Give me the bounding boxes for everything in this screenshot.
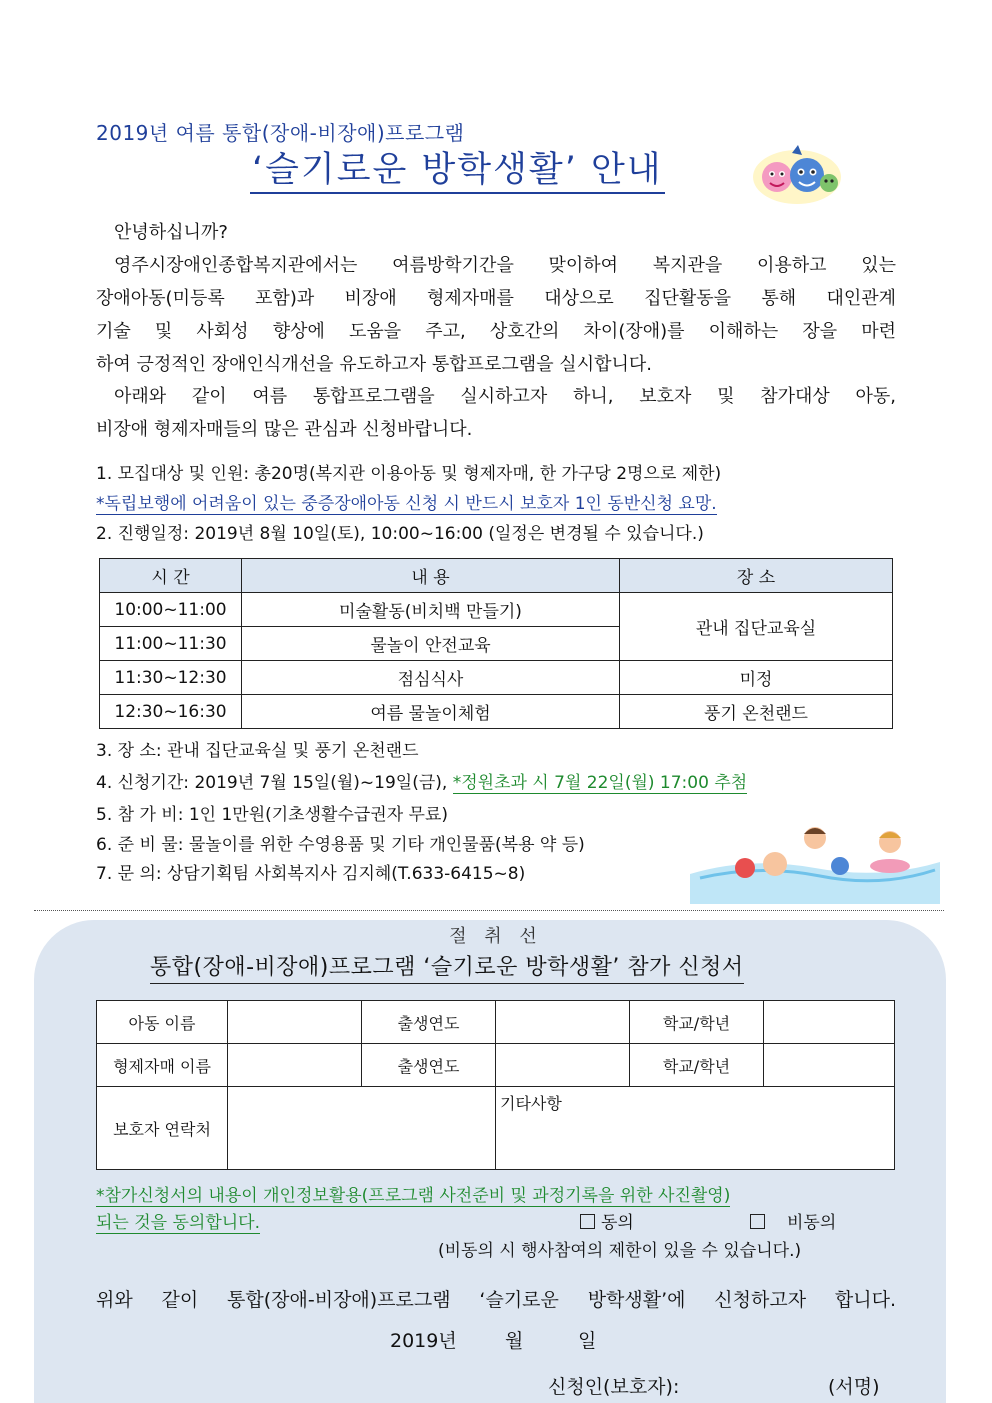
content-cell: 물놀이 안전교육 [242, 627, 620, 661]
col-time: 시 간 [100, 559, 242, 593]
signature-label: (서명) [828, 1376, 880, 1398]
table-row [100, 695, 893, 729]
birth-year-label: 출생연도 [362, 1044, 496, 1087]
guardian-contact-label: 보호자 연락처 [97, 1087, 228, 1170]
col-place: 장 소 [620, 559, 893, 593]
schedule-info: 2. 진행일정: 2019년 8월 10일(토), 10:00~16:00 (일정은 변경될 수 있습니다.) [96, 524, 704, 544]
recruit-info: 1. 모집대상 및 인원: 총20명(복지관 이용아동 및 형제자매, 한 가구당 2명으로 제한) [96, 464, 722, 484]
page-title: ‘슬기로운 방학생활’ 안내 [250, 148, 665, 194]
date-day: 일 [578, 1330, 597, 1352]
agree-label: 동의 [601, 1213, 634, 1233]
child-name-label: 아동 이름 [97, 1001, 228, 1044]
birth-year-label: 출생연도 [362, 1001, 496, 1044]
col-content: 내 용 [242, 559, 620, 593]
table-row [97, 1044, 895, 1087]
agree-checkbox[interactable] [580, 1209, 634, 1237]
intro-line-3: 기술 및 사회성 향상에 도움을 주고, 상호간의 차이(장애)를 이해하는 장을 마련 [96, 321, 896, 342]
time-cell: 10:00~11:00 [100, 593, 242, 627]
checkbox-icon [580, 1214, 595, 1229]
guardian-contact-field[interactable] [228, 1087, 496, 1170]
intro-line-4: 하여 긍정적인 장애인식개선을 유도하고자 통합프로그램을 실시합니다. [96, 354, 652, 375]
recruit-note-text: *독립보행에 어려움이 있는 중증장애아동 신청 시 반드시 보호자 1인 동반신청 요망. [96, 494, 717, 514]
recruit-note [96, 490, 717, 518]
content-cell: 미술활동(비치백 만들기) [242, 593, 620, 627]
subtitle: 2019년 여름 통합(장애-비장애)프로그램 [96, 121, 465, 145]
disagree-checkbox[interactable] [750, 1209, 836, 1237]
table-row [97, 1001, 895, 1044]
schedule-table [99, 558, 893, 729]
cut-label: 절 취 선 [449, 926, 543, 947]
fee-info: 5. 참 가 비: 1인 1만원(기초생활수급권자 무료) [96, 805, 449, 825]
schedule-header-row [100, 559, 893, 593]
place-cell: 관내 집단교육실 [620, 593, 893, 661]
consent-line-2 [96, 1209, 260, 1237]
intro-line-1: 영주시장애인종합복지관에서는 여름방학기간을 맞이하여 복지관을 이용하고 있는 [114, 255, 896, 276]
child-name-field[interactable] [228, 1001, 362, 1044]
sibling-school-grade-field[interactable] [764, 1044, 895, 1087]
greeting: 안녕하십니까? [114, 222, 228, 243]
notes-field[interactable] [496, 1087, 895, 1170]
table-row [97, 1087, 895, 1170]
period-text: 4. 신청기간: 2019년 7월 15일(월)~19일(금), [96, 773, 453, 793]
intro-line-6: 비장애 형제자매들의 많은 관심과 신청바랍니다. [96, 419, 473, 440]
table-row [100, 593, 893, 627]
school-grade-label: 학교/학년 [630, 1044, 764, 1087]
notes-label: 기타사항 [500, 1094, 562, 1113]
place-cell: 미정 [620, 661, 893, 695]
consent-text-2: 되는 것을 동의합니다. [96, 1213, 261, 1233]
contact-info: 7. 문 의: 상담기획팀 사회복지사 김지혜(T.633-6415~8) [96, 864, 526, 884]
supplies-info: 6. 준 비 물: 물놀이를 위한 수영용품 및 기타 개인물품(복용 약 등) [96, 835, 585, 855]
date-month: 월 [505, 1330, 524, 1352]
time-cell: 11:30~12:30 [100, 661, 242, 695]
time-cell: 11:00~11:30 [100, 627, 242, 661]
intro-line-5: 아래와 같이 여름 통합프로그램을 실시하고자 하니, 보호자 및 참가대상 아동, [114, 386, 896, 407]
sibling-birth-year-field[interactable] [496, 1044, 630, 1087]
child-school-grade-field[interactable] [764, 1001, 895, 1044]
cut-line [34, 910, 944, 911]
sibling-name-field[interactable] [228, 1044, 362, 1087]
sibling-name-label: 형제자매 이름 [97, 1044, 228, 1087]
form-title: 통합(장애-비장애)프로그램 ‘슬기로운 방학생활’ 참가 신청서 [150, 953, 744, 984]
place-info: 3. 장 소: 관내 집단교육실 및 풍기 온천랜드 [96, 741, 419, 761]
checkbox-icon [750, 1214, 765, 1229]
content-cell: 여름 물놀이체험 [242, 695, 620, 729]
shark-family-icon [752, 145, 842, 205]
child-birth-year-field[interactable] [496, 1001, 630, 1044]
kids-swimming-icon [690, 818, 940, 904]
time-cell: 12:30~16:30 [100, 695, 242, 729]
applicant-label: 신청인(보호자): [548, 1376, 680, 1398]
disagree-label: 비동의 [787, 1213, 837, 1233]
consent-text-1: *참가신청서의 내용이 개인정보활용(프로그램 사전준비 및 과정기록을 위한 사진촬영) [96, 1186, 731, 1206]
school-grade-label: 학교/학년 [630, 1001, 764, 1044]
confirm-statement: 위와 같이 통합(장애-비장애)프로그램 ‘슬기로운 방학생활’에 신청하고자 합니다. [96, 1289, 896, 1311]
date-year: 2019년 [390, 1330, 457, 1352]
intro-line-2: 장애아동(미등록 포함)과 비장애 형제자매를 대상으로 집단활동을 통해 대인관계 [96, 288, 896, 309]
period-info [96, 769, 747, 797]
period-note: *정원초과 시 7월 22일(월) 17:00 추첨 [452, 773, 748, 793]
place-cell: 풍기 온천랜드 [620, 695, 893, 729]
consent-line-1 [96, 1182, 896, 1210]
disagree-note: (비동의 시 행사참여의 제한이 있을 수 있습니다.) [438, 1241, 802, 1261]
content-cell: 점심식사 [242, 661, 620, 695]
application-form-table [96, 1000, 895, 1170]
table-row [100, 661, 893, 695]
